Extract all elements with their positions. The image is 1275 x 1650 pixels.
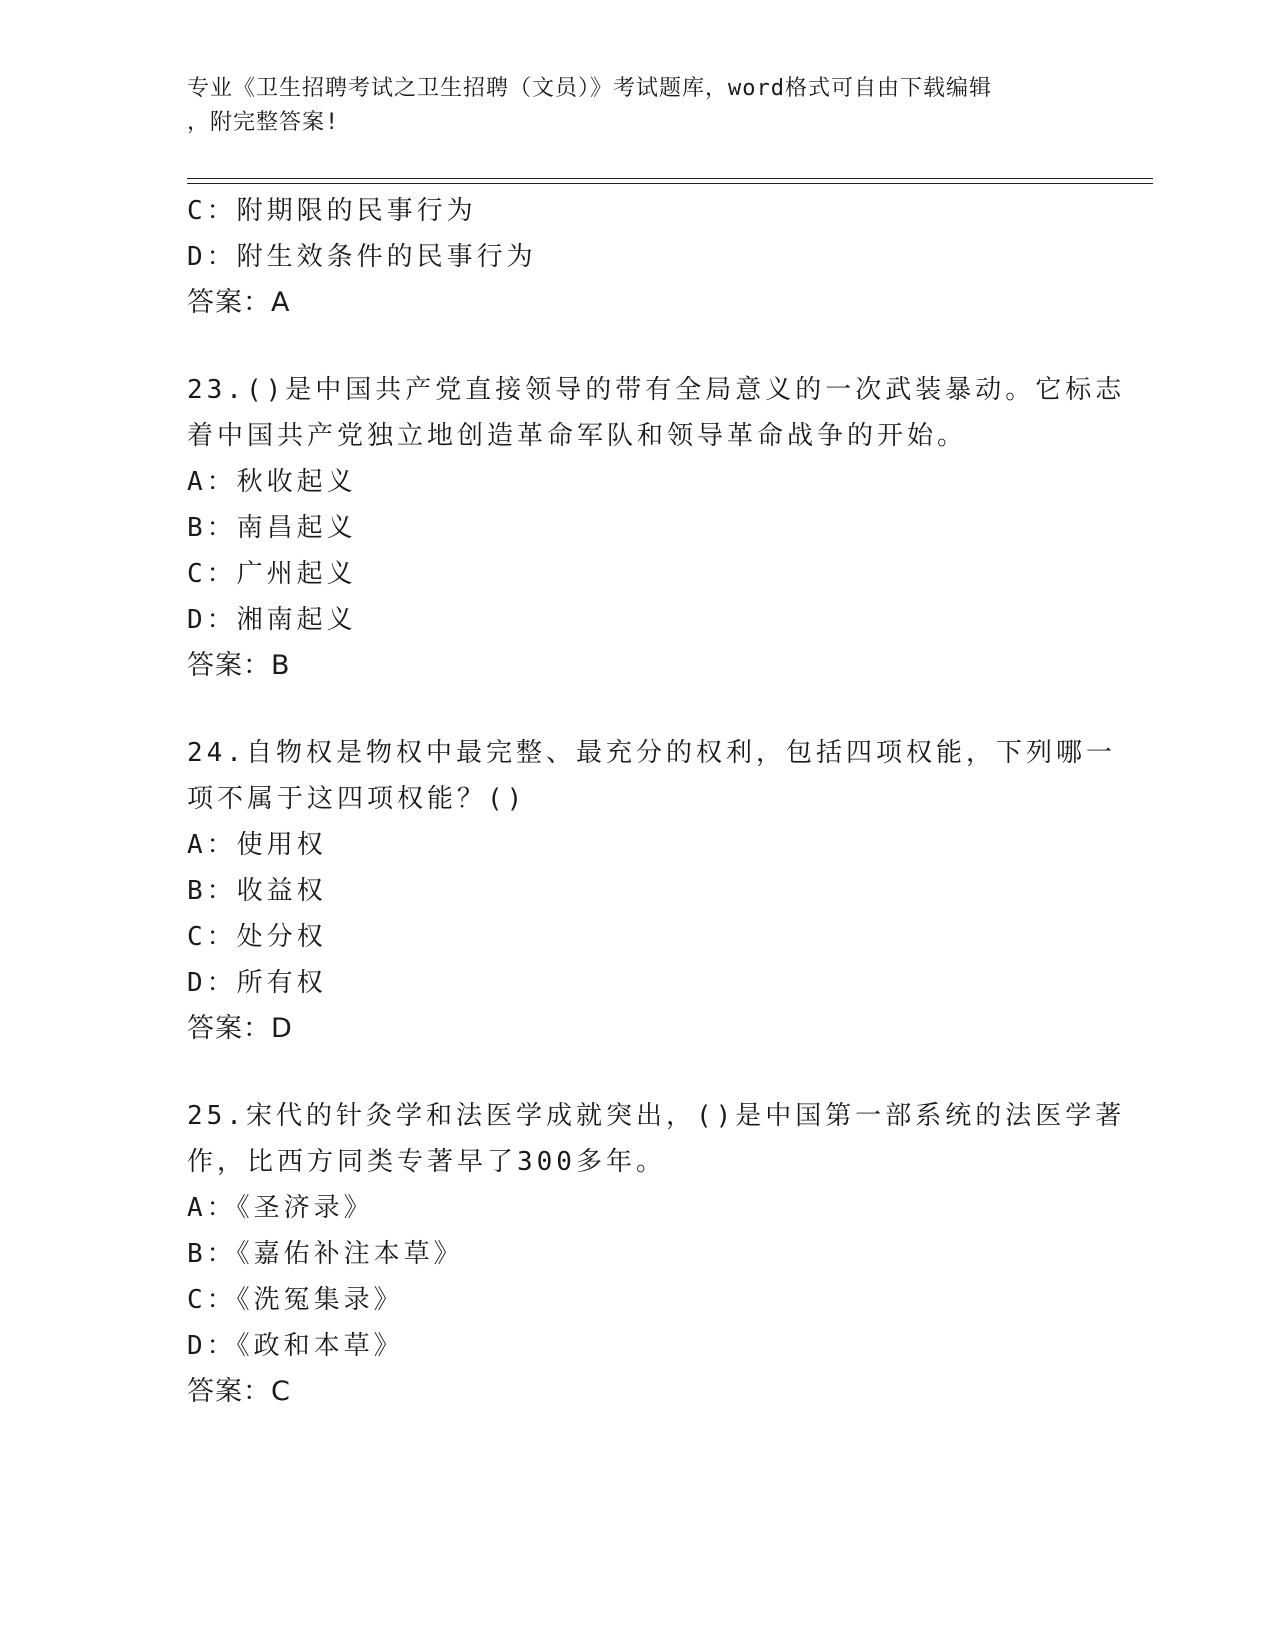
previous-question-tail [187,188,1087,326]
question-text-line-1: 23.()是中国共产党直接领导的带有全局意义的一次武装暴动。它标志 [187,375,1126,405]
option-a: A：秋收起义 [187,467,357,497]
option-d: D：《政和本草》 [187,1331,404,1361]
option-b: B：《嘉佑补注本草》 [187,1239,464,1269]
option-d: D：所有权 [187,968,327,998]
question-text-line-2: 作，比西方同类专著早了300多年。 [187,1147,666,1177]
header-line-2: ，附完整答案! [187,110,340,135]
question-text-line-2: 着中国共产党独立地创造革命军队和领导革命战争的开始。 [187,421,968,451]
option-b: B：南昌起义 [187,513,357,543]
question-text-line-1: 25.宋代的针灸学和法医学成就突出，()是中国第一部系统的法医学著 [187,1101,1126,1131]
answer-line: 答案：B [187,650,291,681]
spacer [187,326,1087,367]
spacer [187,1052,1087,1093]
header-divider-top [187,178,1153,179]
option-c: C：广州起义 [187,559,357,589]
option-a: A：使用权 [187,830,327,860]
option-c: C：附期限的民事行为 [187,196,477,226]
option-a: A：《圣济录》 [187,1193,374,1223]
document-header [187,72,1087,140]
answer-line: 答案：A [187,287,291,318]
question-text-line-1: 24.自物权是物权中最完整、最充分的权利，包括四项权能，下列哪一 [187,738,1116,768]
answer-line: 答案：C [187,1376,291,1407]
spacer [187,689,1087,730]
option-d: D：附生效条件的民事行为 [187,242,537,272]
option-b: B：收益权 [187,876,327,906]
option-c: C：处分权 [187,922,327,952]
question-content [187,188,1126,1415]
question-25 [187,1093,1126,1415]
option-d: D：湘南起义 [187,605,357,635]
question-23 [187,367,1126,689]
header-line-1: 专业《卫生招聘考试之卫生招聘（文员）》考试题库，word格式可自由下载编辑 [187,76,992,101]
option-c: C：《洗冤集录》 [187,1285,404,1315]
question-text-line-2: 项不属于这四项权能？() [187,784,527,814]
header-divider-bottom [187,183,1153,184]
answer-line: 答案：D [187,1013,293,1044]
question-24 [187,730,1116,1052]
